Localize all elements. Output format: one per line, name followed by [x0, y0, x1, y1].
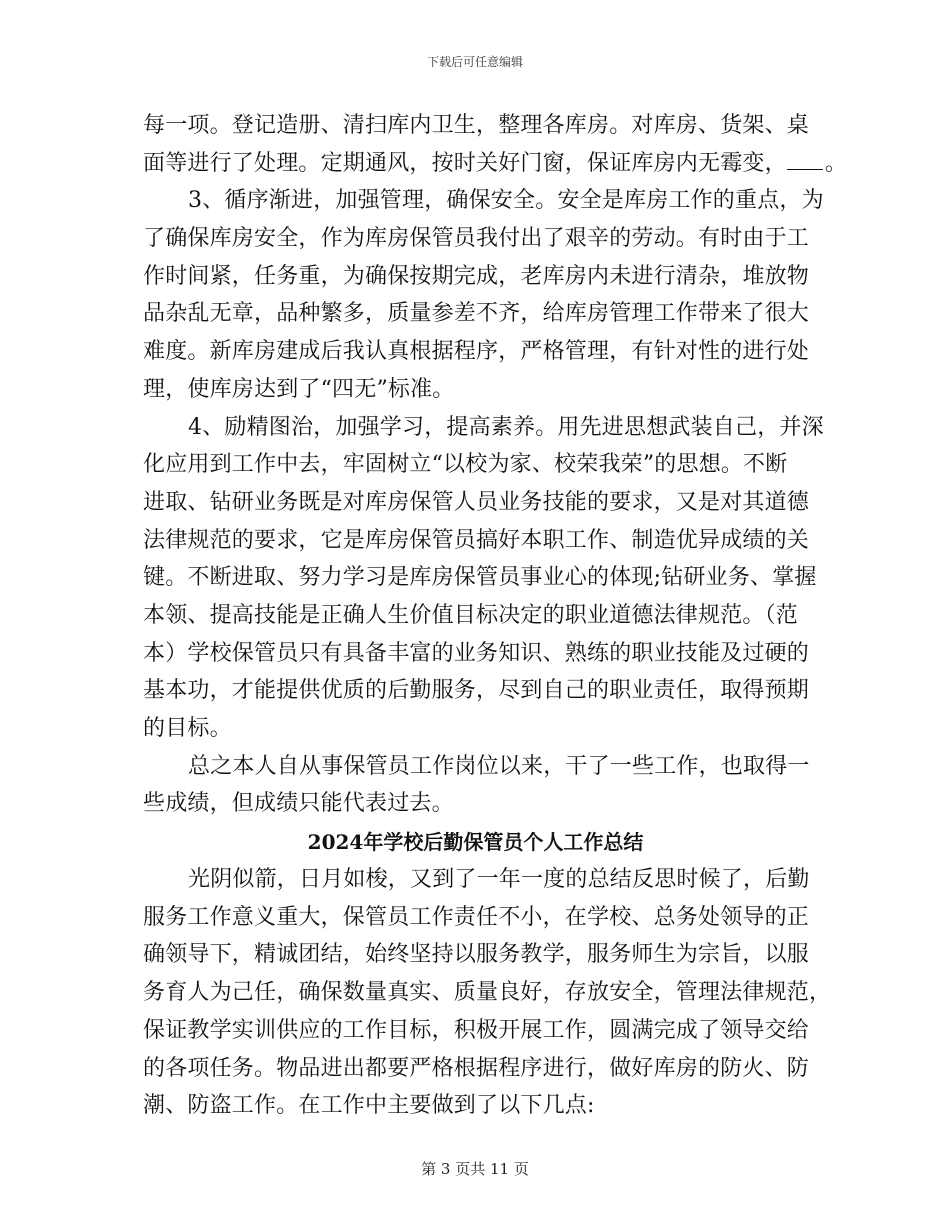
text-line: 理，使库房达到了“四无”标准。 — [143, 376, 455, 402]
text-line: 3、循序渐进，加强管理，确保安全。安全是库房工作的重点，为 — [188, 188, 824, 214]
text-line: 法律规范的要求，它是库房保管员搞好本职工作、制造优异成绩的关 — [143, 527, 810, 553]
text-line: 光阴似箭，日月如梭，又到了一年一度的总结反思时候了，后勤 — [188, 867, 810, 893]
paragraph-1 — [143, 107, 848, 182]
paragraph-5 — [143, 861, 832, 1125]
text-line: 保证教学实训供应的工作目标，积极开展工作，圆满完成了领导交给 — [143, 1017, 810, 1043]
text-line: 潮、防盗工作。在工作中主要做到了以下几点: — [143, 1093, 595, 1119]
text-line: 些成绩，但成绩只能代表过去。 — [143, 791, 454, 817]
paragraph-3 — [143, 409, 824, 748]
text-line: 了确保库房安全，作为库房保管员我付出了艰辛的劳动。有时由于工 — [143, 226, 810, 252]
text-line: 基本功，才能提供优质的后勤服务，尽到自己的职业责任，取得预期 — [143, 678, 810, 704]
text-span: 。 — [824, 150, 848, 176]
text-line: 键。不断进取、努力学习是库房保管员事业心的体现;钻研业务、掌握 — [143, 565, 817, 591]
text-line: 难度。新库房建成后我认真根据程序，严格管理，有针对性的进行处 — [143, 339, 810, 365]
text-line: 务育人为己任，确保数量真实、质量良好，存放安全，管理法律规范， — [143, 980, 832, 1006]
text-span: 面等进行了处理。定期通风，按时关好门窗，保证库房内无霉变， — [143, 150, 787, 176]
text-line: 本）学校保管员只有具备丰富的业务知识、熟练的职业技能及过硬的 — [143, 640, 810, 666]
text-line: 作时间紧，任务重，为确保按期完成，老库房内未进行清杂，堆放物 — [143, 263, 810, 289]
text-line: 4、励精图治，加强学习，提高素养。用先进思想武装自己，并深 — [188, 414, 824, 440]
text-line — [143, 145, 848, 183]
text-line: 本领、提高技能是正确人生价值目标决定的职业道德法律规范。（范 — [143, 602, 799, 628]
paragraph-4 — [143, 748, 808, 823]
section-title: 2024年学校后勤保管员个人工作总结 — [307, 830, 644, 855]
page-footer: 第 3 页共 11 页 — [421, 1160, 529, 1178]
document-body — [143, 107, 848, 1125]
text-line: 服务工作意义重大，保管员工作责任不小，在学校、总务处领导的正 — [143, 904, 810, 930]
text-line: 每一项。登记造册、清扫库内卫生，整理各库房。对库房、货架、桌 — [143, 113, 810, 138]
text-line: 的各项任务。物品进出都要严格根据程序进行，做好库房的防火、防 — [143, 1055, 810, 1081]
text-line: 确领导下，精诚团结，始终坚持以服务教学，服务师生为宗旨，以服 — [143, 942, 810, 968]
text-line: 化应用到工作中去，牢固树立“以校为家、校荣我荣”的思想。不断 — [143, 452, 788, 478]
text-line: 品杂乱无章，品种繁多，质量参差不齐，给库房管理工作带来了很大 — [143, 301, 810, 327]
paragraph-2 — [143, 182, 824, 408]
page-header: 下载后可任意编辑 — [426, 55, 523, 69]
text-line: 进取、钻研业务既是对库房保管人员业务技能的要求，又是对其道德 — [143, 489, 810, 515]
text-line: 总之本人自从事保管员工作岗位以来，干了一些工作，也取得一 — [188, 753, 810, 779]
fill-blank — [787, 151, 823, 170]
text-line: 的目标。 — [143, 716, 232, 741]
